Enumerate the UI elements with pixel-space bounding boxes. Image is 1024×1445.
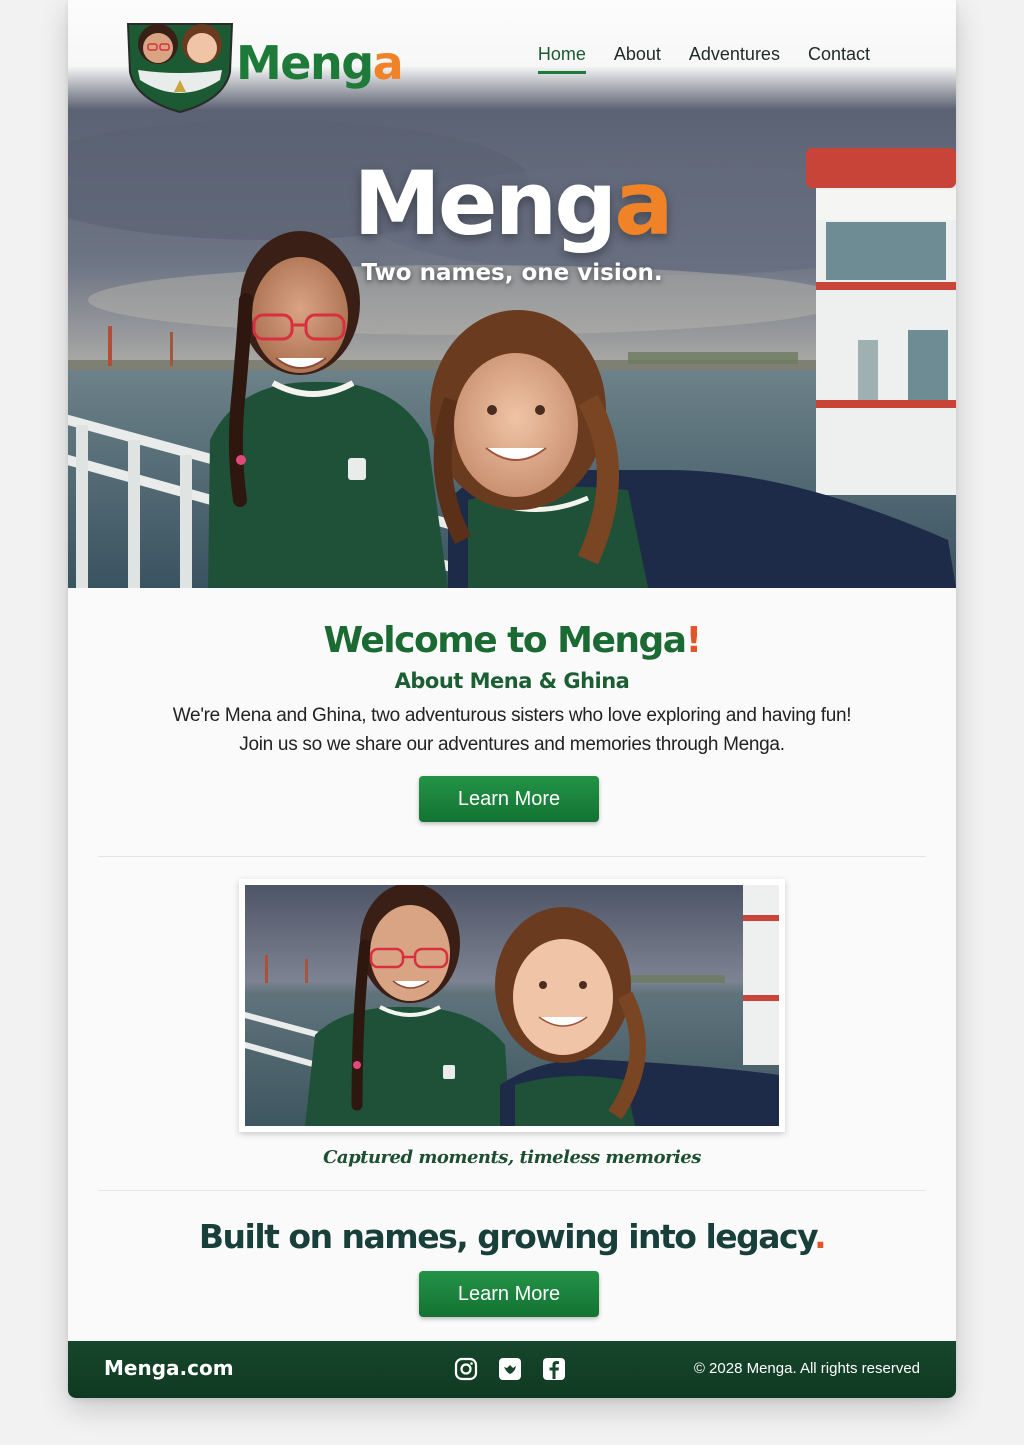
hero-title: Menga <box>353 152 671 255</box>
welcome-title: Welcome to Menga! <box>323 620 701 661</box>
nav-home[interactable]: Home <box>538 44 586 74</box>
social-icons <box>454 1357 566 1381</box>
twitter-icon[interactable] <box>498 1357 522 1381</box>
nav-adventures[interactable]: Adventures <box>688 44 780 64</box>
divider <box>98 856 926 857</box>
nav-contact[interactable]: Contact <box>807 44 870 64</box>
site-footer <box>68 1341 956 1398</box>
learn-more-button-2[interactable]: Learn More <box>419 1271 599 1317</box>
facebook-icon[interactable] <box>542 1357 566 1381</box>
gallery-photo <box>245 885 779 1126</box>
welcome-body-line-1: We're Mena and Ghina, two adventurous sisters who love exploring and having fun! <box>172 705 852 726</box>
welcome-subtitle: About Mena & Ghina <box>394 669 630 693</box>
footer-brand[interactable]: Menga.com <box>104 1356 234 1380</box>
learn-more-button[interactable]: Learn More <box>419 776 599 822</box>
page <box>68 0 956 1398</box>
gallery-photo-card <box>239 879 785 1132</box>
nav-about[interactable]: About <box>613 44 661 64</box>
logo-wordmark: Menga <box>236 36 403 90</box>
instagram-icon[interactable] <box>454 1357 478 1381</box>
hero-subtitle: Two names, one vision. <box>361 260 663 286</box>
welcome-section <box>68 620 956 759</box>
main-nav <box>538 44 870 74</box>
legacy-tagline: Built on names, growing into legacy. <box>198 1217 826 1256</box>
welcome-body-line-2: Join us so we share our adventures and memories through Menga. <box>239 734 785 755</box>
divider <box>98 1190 926 1191</box>
welcome-body <box>68 701 956 759</box>
logo-badge-icon <box>124 14 236 114</box>
site-header <box>68 0 956 110</box>
copyright-text: © 2028 Menga. All rights reserved <box>693 1360 920 1377</box>
logo[interactable] <box>124 14 403 114</box>
gallery-caption: Captured moments, timeless memories <box>323 1147 701 1168</box>
